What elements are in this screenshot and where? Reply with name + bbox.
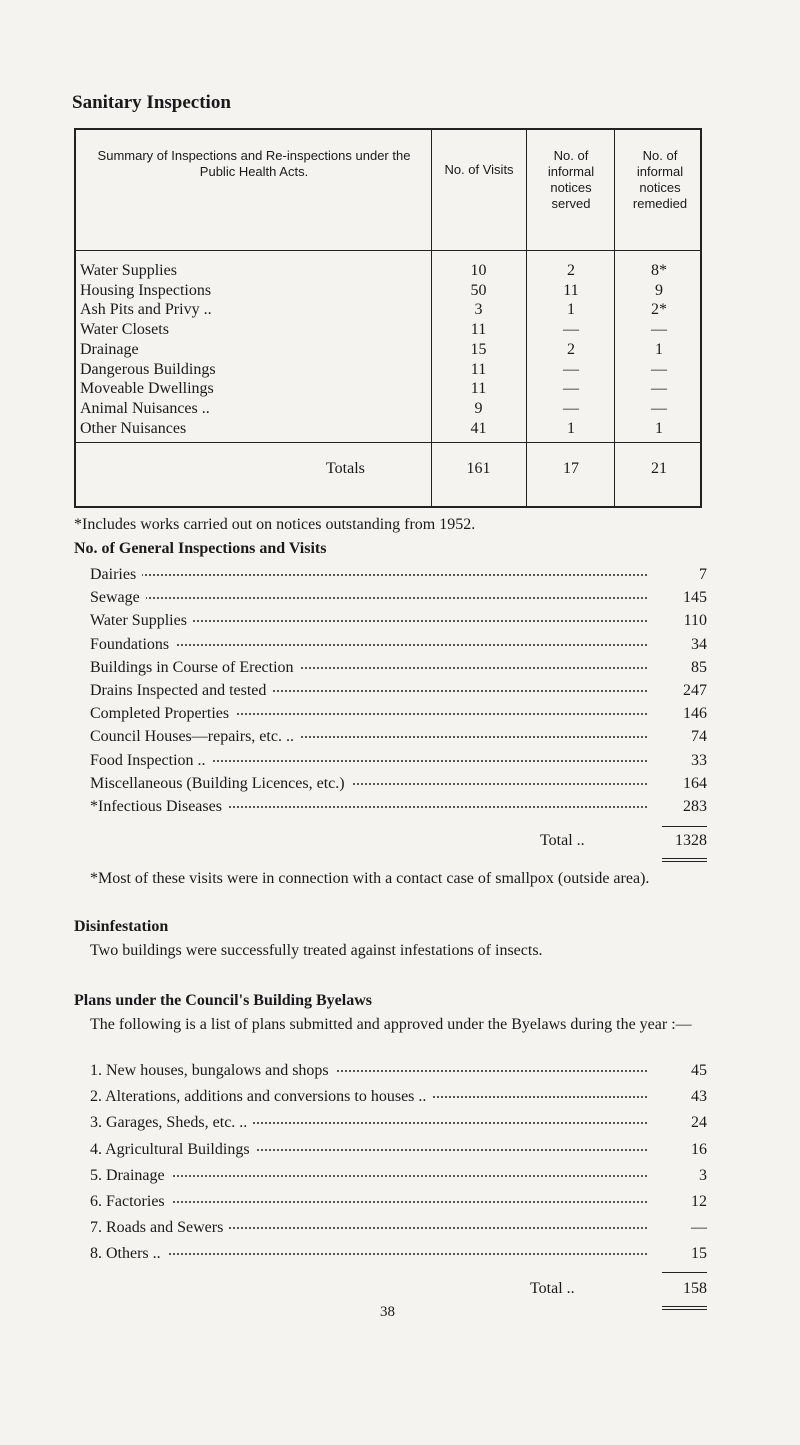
list-item [90, 589, 707, 612]
plans-intro: The following is a list of plans submitted and approved under the Byelaws during the year :— [90, 1016, 692, 1033]
item-value: 43 [691, 1088, 707, 1106]
item-label: 4. Agricultural Buildings [90, 1141, 256, 1159]
totals-remedied: 21 [651, 460, 667, 477]
header-remedied: No. of informal notices remedied [632, 148, 688, 211]
item-value: 145 [683, 589, 707, 607]
item-value: — [691, 1219, 707, 1237]
plans-heading: Plans under the Council's Building Byelaws [74, 992, 372, 1009]
item-value: 164 [683, 774, 707, 792]
list-item [90, 798, 707, 821]
list-item [90, 1245, 707, 1268]
item-value: 16 [691, 1140, 707, 1158]
row-label: Water Supplies [80, 262, 177, 279]
plans-total-value: 158 [683, 1280, 707, 1297]
row-visits: 15 [470, 340, 487, 358]
row-remedied: 1 [655, 340, 663, 358]
item-label: 3. Garages, Sheds, etc. .. [90, 1114, 253, 1132]
inspections-table [74, 128, 702, 508]
general-footnote: *Most of these visits were in connection with a contact case of smallpox (outside area). [90, 870, 650, 887]
item-label: Buildings in Course of Erection [90, 659, 300, 677]
row-label: Animal Nuisances .. [80, 399, 210, 417]
list-item [90, 1167, 707, 1190]
row-visits: 11 [470, 360, 487, 378]
row-remedied: — [651, 360, 667, 378]
plans-total-row [90, 1280, 707, 1303]
row-served: 2 [567, 340, 575, 358]
item-label: 7. Roads and Sewers [90, 1219, 229, 1237]
row-remedied: 2* [651, 301, 667, 319]
row-served: 1 [567, 301, 575, 319]
item-label: Sewage [90, 589, 146, 607]
totals-row [76, 460, 704, 483]
header-served: No. of informal notices served [547, 148, 595, 211]
row-label: Dangerous Buildings [80, 360, 216, 378]
sum-line [662, 1272, 707, 1273]
item-value: 247 [683, 682, 707, 699]
row-served: 2 [567, 262, 575, 279]
total-underline [662, 858, 707, 862]
general-total-label: Total .. [540, 832, 585, 849]
row-served: 1 [567, 419, 575, 437]
row-remedied: 9 [655, 281, 663, 299]
leader-dots [90, 1201, 647, 1203]
item-value: 146 [683, 705, 707, 723]
totals-label: Totals [326, 460, 365, 477]
row-visits: 9 [474, 399, 483, 417]
item-value: 110 [683, 612, 707, 630]
row-label: Drainage [80, 340, 139, 358]
list-item [90, 566, 707, 589]
leader-dots [90, 1253, 647, 1255]
general-total-row [90, 832, 707, 855]
list-item [90, 612, 707, 635]
row-served: 11 [563, 281, 579, 299]
list-item [90, 728, 707, 751]
page-number: 38 [380, 1304, 395, 1320]
row-served: — [563, 360, 579, 378]
item-label: Food Inspection .. [90, 752, 212, 770]
list-item [90, 752, 707, 775]
totals-visits: 161 [466, 460, 491, 477]
row-label: Housing Inspections [80, 281, 212, 299]
leader-dots [90, 1175, 647, 1177]
item-label: *Infectious Diseases [90, 798, 228, 816]
row-visits: 41 [470, 419, 487, 437]
plans-total-label: Total .. [530, 1280, 575, 1297]
disinfestation-heading: Disinfestation [74, 918, 169, 935]
list-item [90, 775, 707, 798]
row-label: Other Nuisances [80, 419, 187, 437]
row-remedied: 1 [655, 419, 663, 437]
item-label: Dairies [90, 566, 142, 584]
item-label: 1. New houses, bungalows and shops [90, 1062, 335, 1080]
item-label: Completed Properties [90, 705, 235, 723]
page-title: Sanitary Inspection [72, 92, 231, 113]
item-value: 33 [691, 751, 707, 769]
item-label: Miscellaneous (Building Licences, etc.) [90, 775, 351, 793]
list-item [90, 1062, 707, 1085]
table-row [76, 420, 704, 443]
row-visits: 3 [474, 301, 483, 319]
row-remedied: 8* [651, 262, 667, 279]
item-value: 12 [691, 1193, 707, 1210]
leader-dots [90, 597, 647, 599]
item-label: Foundations [90, 636, 175, 654]
row-label: Water Closets [80, 321, 169, 339]
list-item [90, 636, 707, 659]
item-value: 24 [691, 1114, 707, 1132]
item-label: 5. Drainage [90, 1167, 171, 1185]
total-underline [662, 1306, 707, 1310]
list-item [90, 682, 707, 705]
table-divider [76, 250, 700, 251]
list-item [90, 659, 707, 682]
general-heading: No. of General Inspections and Visits [74, 540, 327, 557]
item-value: 74 [691, 728, 707, 746]
row-served: — [563, 380, 579, 398]
row-served: — [563, 399, 579, 417]
list-item [90, 1088, 707, 1111]
item-value: 3 [699, 1166, 707, 1184]
totals-served: 17 [563, 460, 579, 477]
item-value: 85 [691, 658, 707, 676]
item-label: 8. Others .. [90, 1245, 167, 1263]
list-item [90, 1114, 707, 1137]
item-value: 7 [699, 566, 707, 583]
row-remedied: — [651, 380, 667, 398]
item-label: 6. Factories [90, 1193, 171, 1211]
disinfestation-text: Two buildings were successfully treated against infestations of insects. [90, 942, 543, 959]
row-label: Moveable Dwellings [80, 380, 214, 398]
row-remedied: — [651, 321, 667, 339]
list-item [90, 1219, 707, 1242]
row-visits: 11 [470, 321, 487, 339]
row-visits: 50 [470, 281, 487, 299]
item-label: Water Supplies [90, 612, 193, 630]
row-remedied: — [651, 399, 667, 417]
row-served: — [563, 321, 579, 339]
general-total-value: 1328 [675, 832, 707, 849]
row-visits: 10 [470, 262, 487, 279]
sum-line [662, 826, 707, 827]
item-value: 45 [691, 1062, 707, 1079]
header-summary: Summary of Inspections and Re-inspections under the Public Health Acts. [97, 148, 411, 179]
row-label: Ash Pits and Privy .. [80, 301, 212, 319]
list-item [90, 1193, 707, 1216]
list-item [90, 705, 707, 728]
header-visits: No. of Visits [444, 162, 514, 177]
leader-dots [90, 574, 647, 576]
item-value: 283 [683, 798, 707, 815]
table-footnote: *Includes works carried out on notices outstanding from 1952. [74, 516, 476, 533]
item-label: 2. Alterations, additions and conversions to houses .. [90, 1088, 432, 1106]
row-visits: 11 [470, 380, 487, 398]
item-value: 15 [691, 1245, 707, 1263]
item-label: Drains Inspected and tested [90, 682, 272, 700]
item-label: Council Houses—repairs, etc. .. [90, 728, 300, 746]
item-value: 34 [691, 635, 707, 653]
list-item [90, 1141, 707, 1164]
